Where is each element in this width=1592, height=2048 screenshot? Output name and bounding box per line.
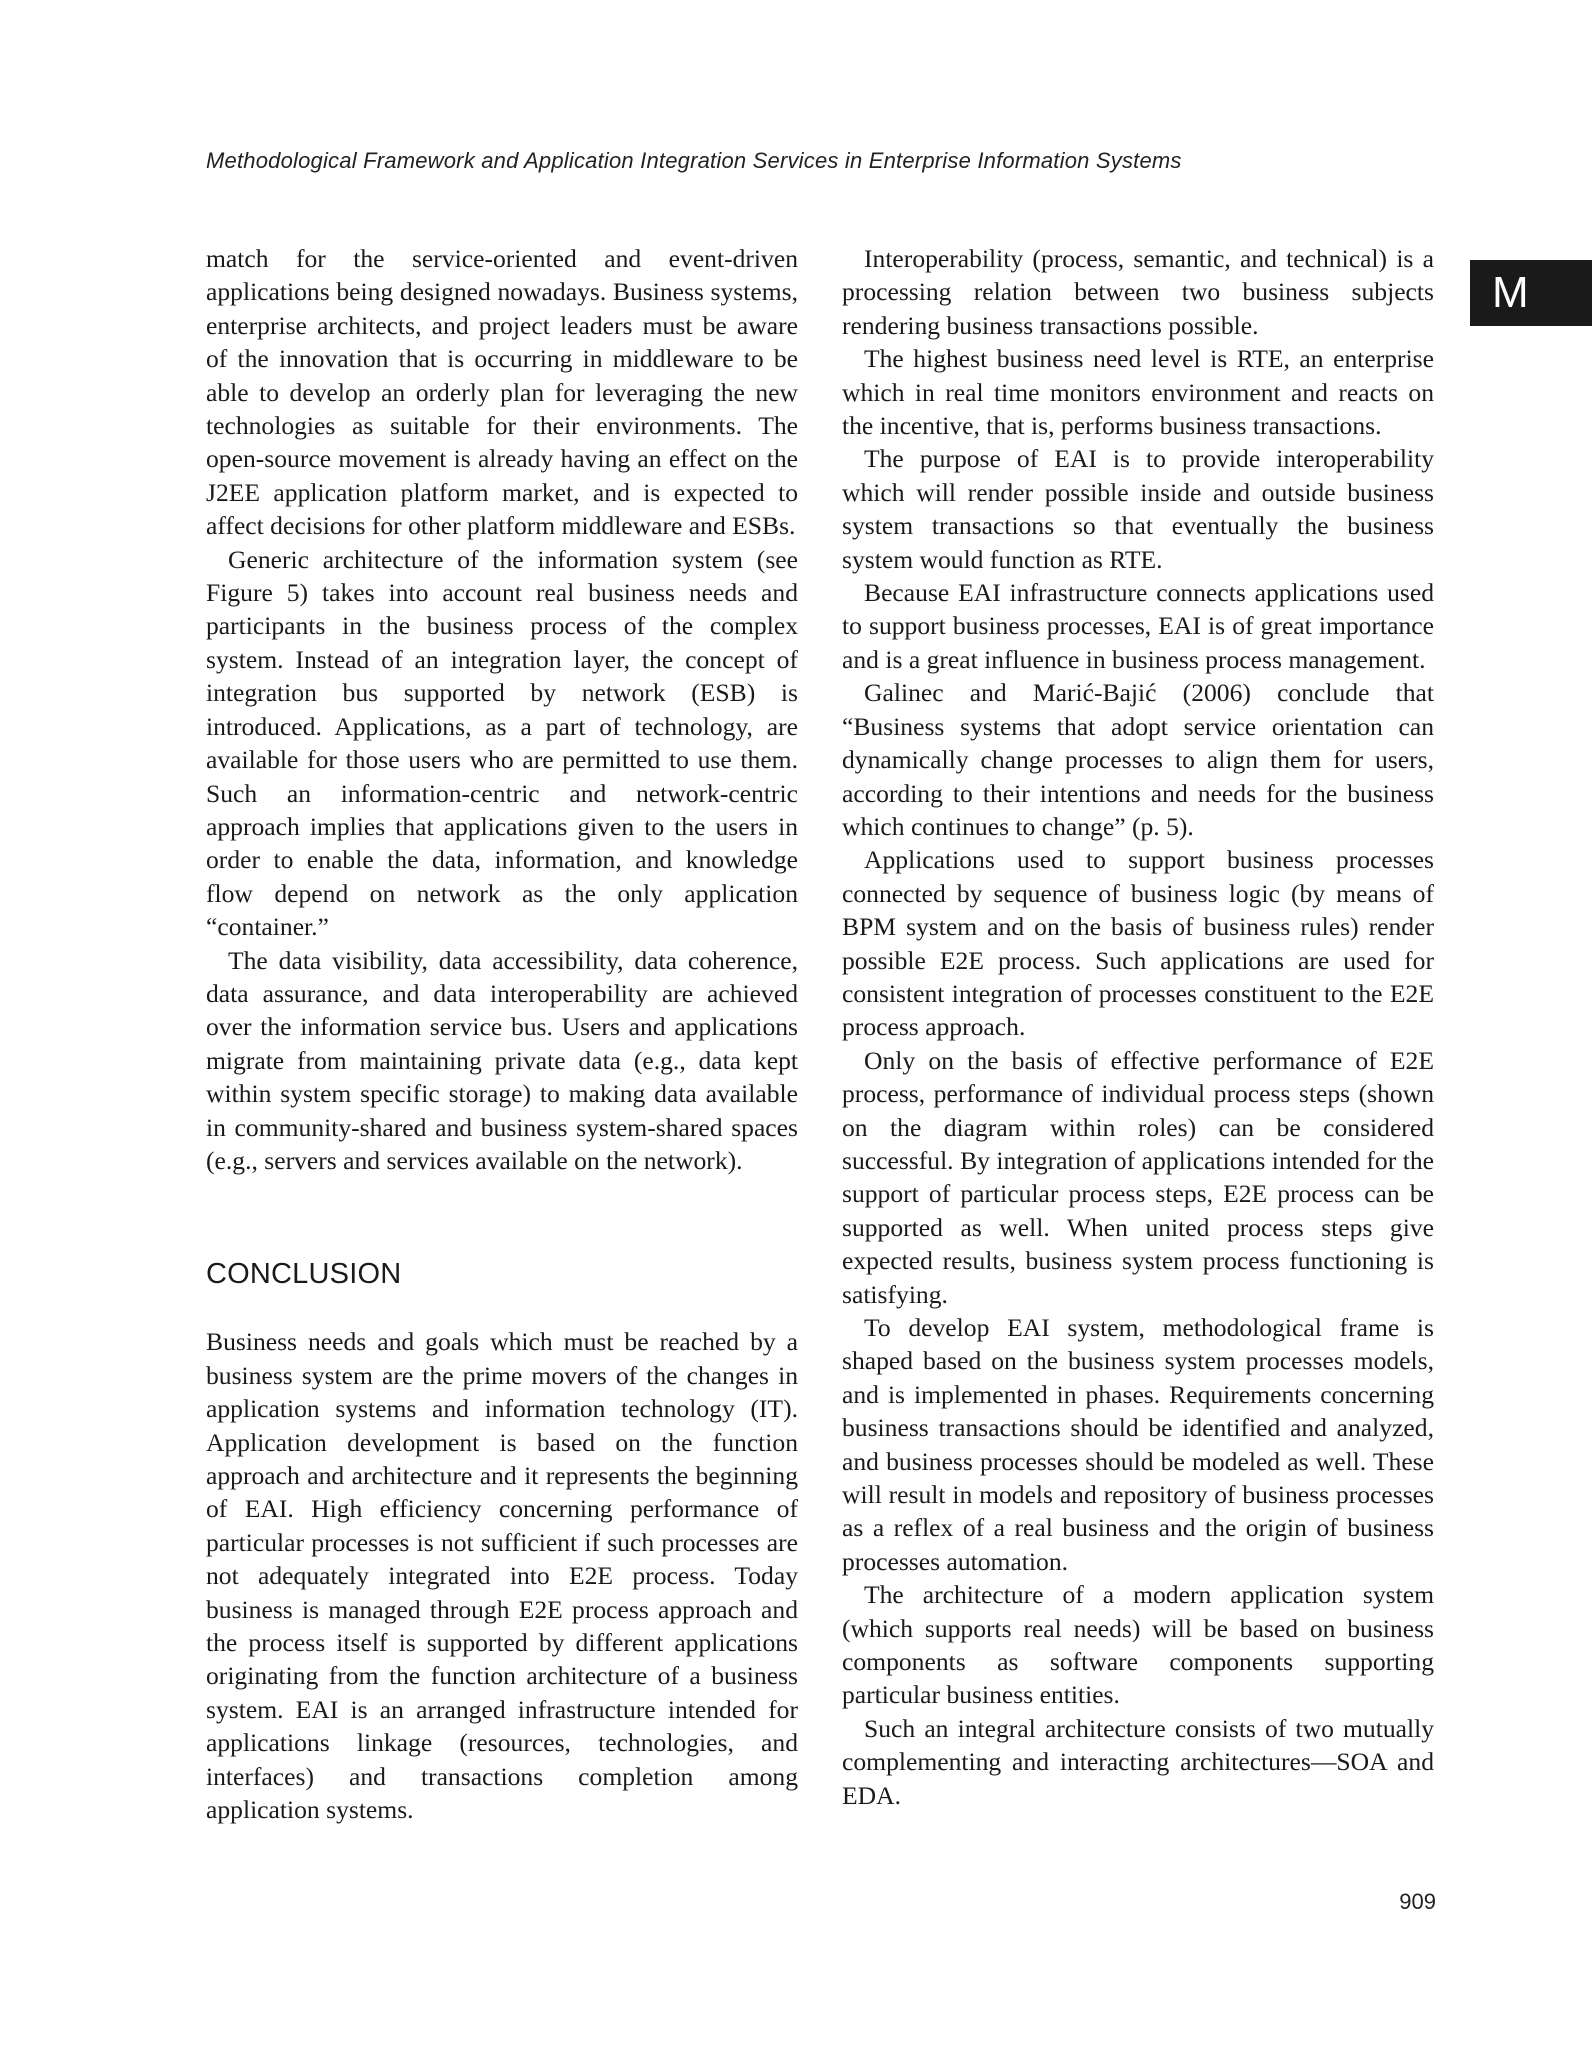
page-number: 909 [1399,1889,1436,1914]
body-paragraph: match for the service-oriented and event-driven applications being designed nowadays. Business systems, enterprise architects, and project leaders must be aware of the innovation that is occurring in middleware to be able to develop an orderly plan for leveraging the new technologies as suitable for their environments. The open-source movement is already having an effect on the J2EE application platform market, and is expected to affect decisions for other platform middleware and ESBs. [206,244,798,541]
right-column [842,242,1434,1812]
section-heading-conclusion: CONCLUSION [206,1258,402,1291]
body-paragraph: Only on the basis of effective performance of E2E process, performance of individual process steps (shown on the diagram within roles) can be considered successful. By integration of applications intended for the support of particular process steps, E2E process can be supported as well. When united process steps give expected results, business system process functioning is satisfying. [842,1045,1434,1309]
body-paragraph: To develop EAI system, methodological frame is shaped based on the business system processes models, and is implemented in phases. Requirements concerning business transactions should be identified and analyzed, and business processes should be modeled as well. These will result in models and repository of business processes as a reflex of a real business and the origin of business processes automation. [842,1313,1434,1576]
body-paragraph: The data visibility, data accessibility, data coherence, data assurance, and data interoperability are achieved over the information service bus. Users and applications migrate from maintaining private data (e.g., data kept within system specific storage) to making data available in community-shared and business system-shared spaces (e.g., servers and services available on the network). [206,945,798,1175]
left-column [206,242,798,1826]
running-header: Methodological Framework and Application Integration Services in Enterprise Information Systems [206,148,1182,173]
body-paragraph: Applications used to support business processes connected by sequence of business logic (by means of BPM system and on the basis of business rules) render possible E2E process. Such applications are used for consistent integration of processes constituent to the E2E process approach. [842,845,1434,1042]
body-paragraph: The highest business need level is RTE, an enterprise which in real time monitors environment and reacts on the incentive, that is, performs business transactions. [842,344,1434,441]
body-paragraph: The architecture of a modern application system (which supports real needs) will be based on business components as software components supporting particular business entities. [842,1580,1434,1710]
body-paragraph: Such an integral architecture consists of two mutually complementing and interacting architectures—SOA and EDA. [842,1713,1434,1810]
body-paragraph: The purpose of EAI is to provide interoperability which will render possible inside and outside business system transactions so that eventually the business system would function as RTE. [842,444,1434,574]
body-paragraph: Generic architecture of the information system (see Figure 5) takes into account real business needs and participants in the business process of the complex system. Instead of an integration layer, the concept of integration bus supported by network (ESB) is introduced. Applications, as a part of technology, are available for those users who are permitted to use them. Such an information-centric and network-centric approach implies that applications given to the users in order to enable the data, information, and knowledge flow depend on network as the only application “container.” [206,544,798,942]
body-paragraph: Galinec and Marić-Bajić (2006) conclude that “Business systems that adopt service orientation can dynamically change processes to align them for users, according to their intentions and needs for the business which continues to change” (p. 5). [842,678,1434,841]
body-paragraph: Business needs and goals which must be reached by a business system are the prime movers of the changes in application systems and information technology (IT). Application development is based on the function approach and architecture and it represents the beginning of EAI. High efficiency concerning performance of particular processes is not sufficient if such processes are not adequately integrated into E2E process. Today business is managed through E2E process approach and the process itself is supported by different applications originating from the function architecture of a business system. EAI is an arranged infrastructure intended for applications linkage (resources, technologies, and interfaces) and transactions completion among application systems. [206,1327,798,1825]
body-paragraph: Because EAI infrastructure connects applications used to support business processes, EAI is of great importance and is a great influence in business process management. [842,578,1434,674]
body-paragraph: Interoperability (process, semantic, and technical) is a processing relation between two business subjects rendering business transactions possible. [842,244,1434,340]
thumb-index-tab: M [1470,260,1592,326]
